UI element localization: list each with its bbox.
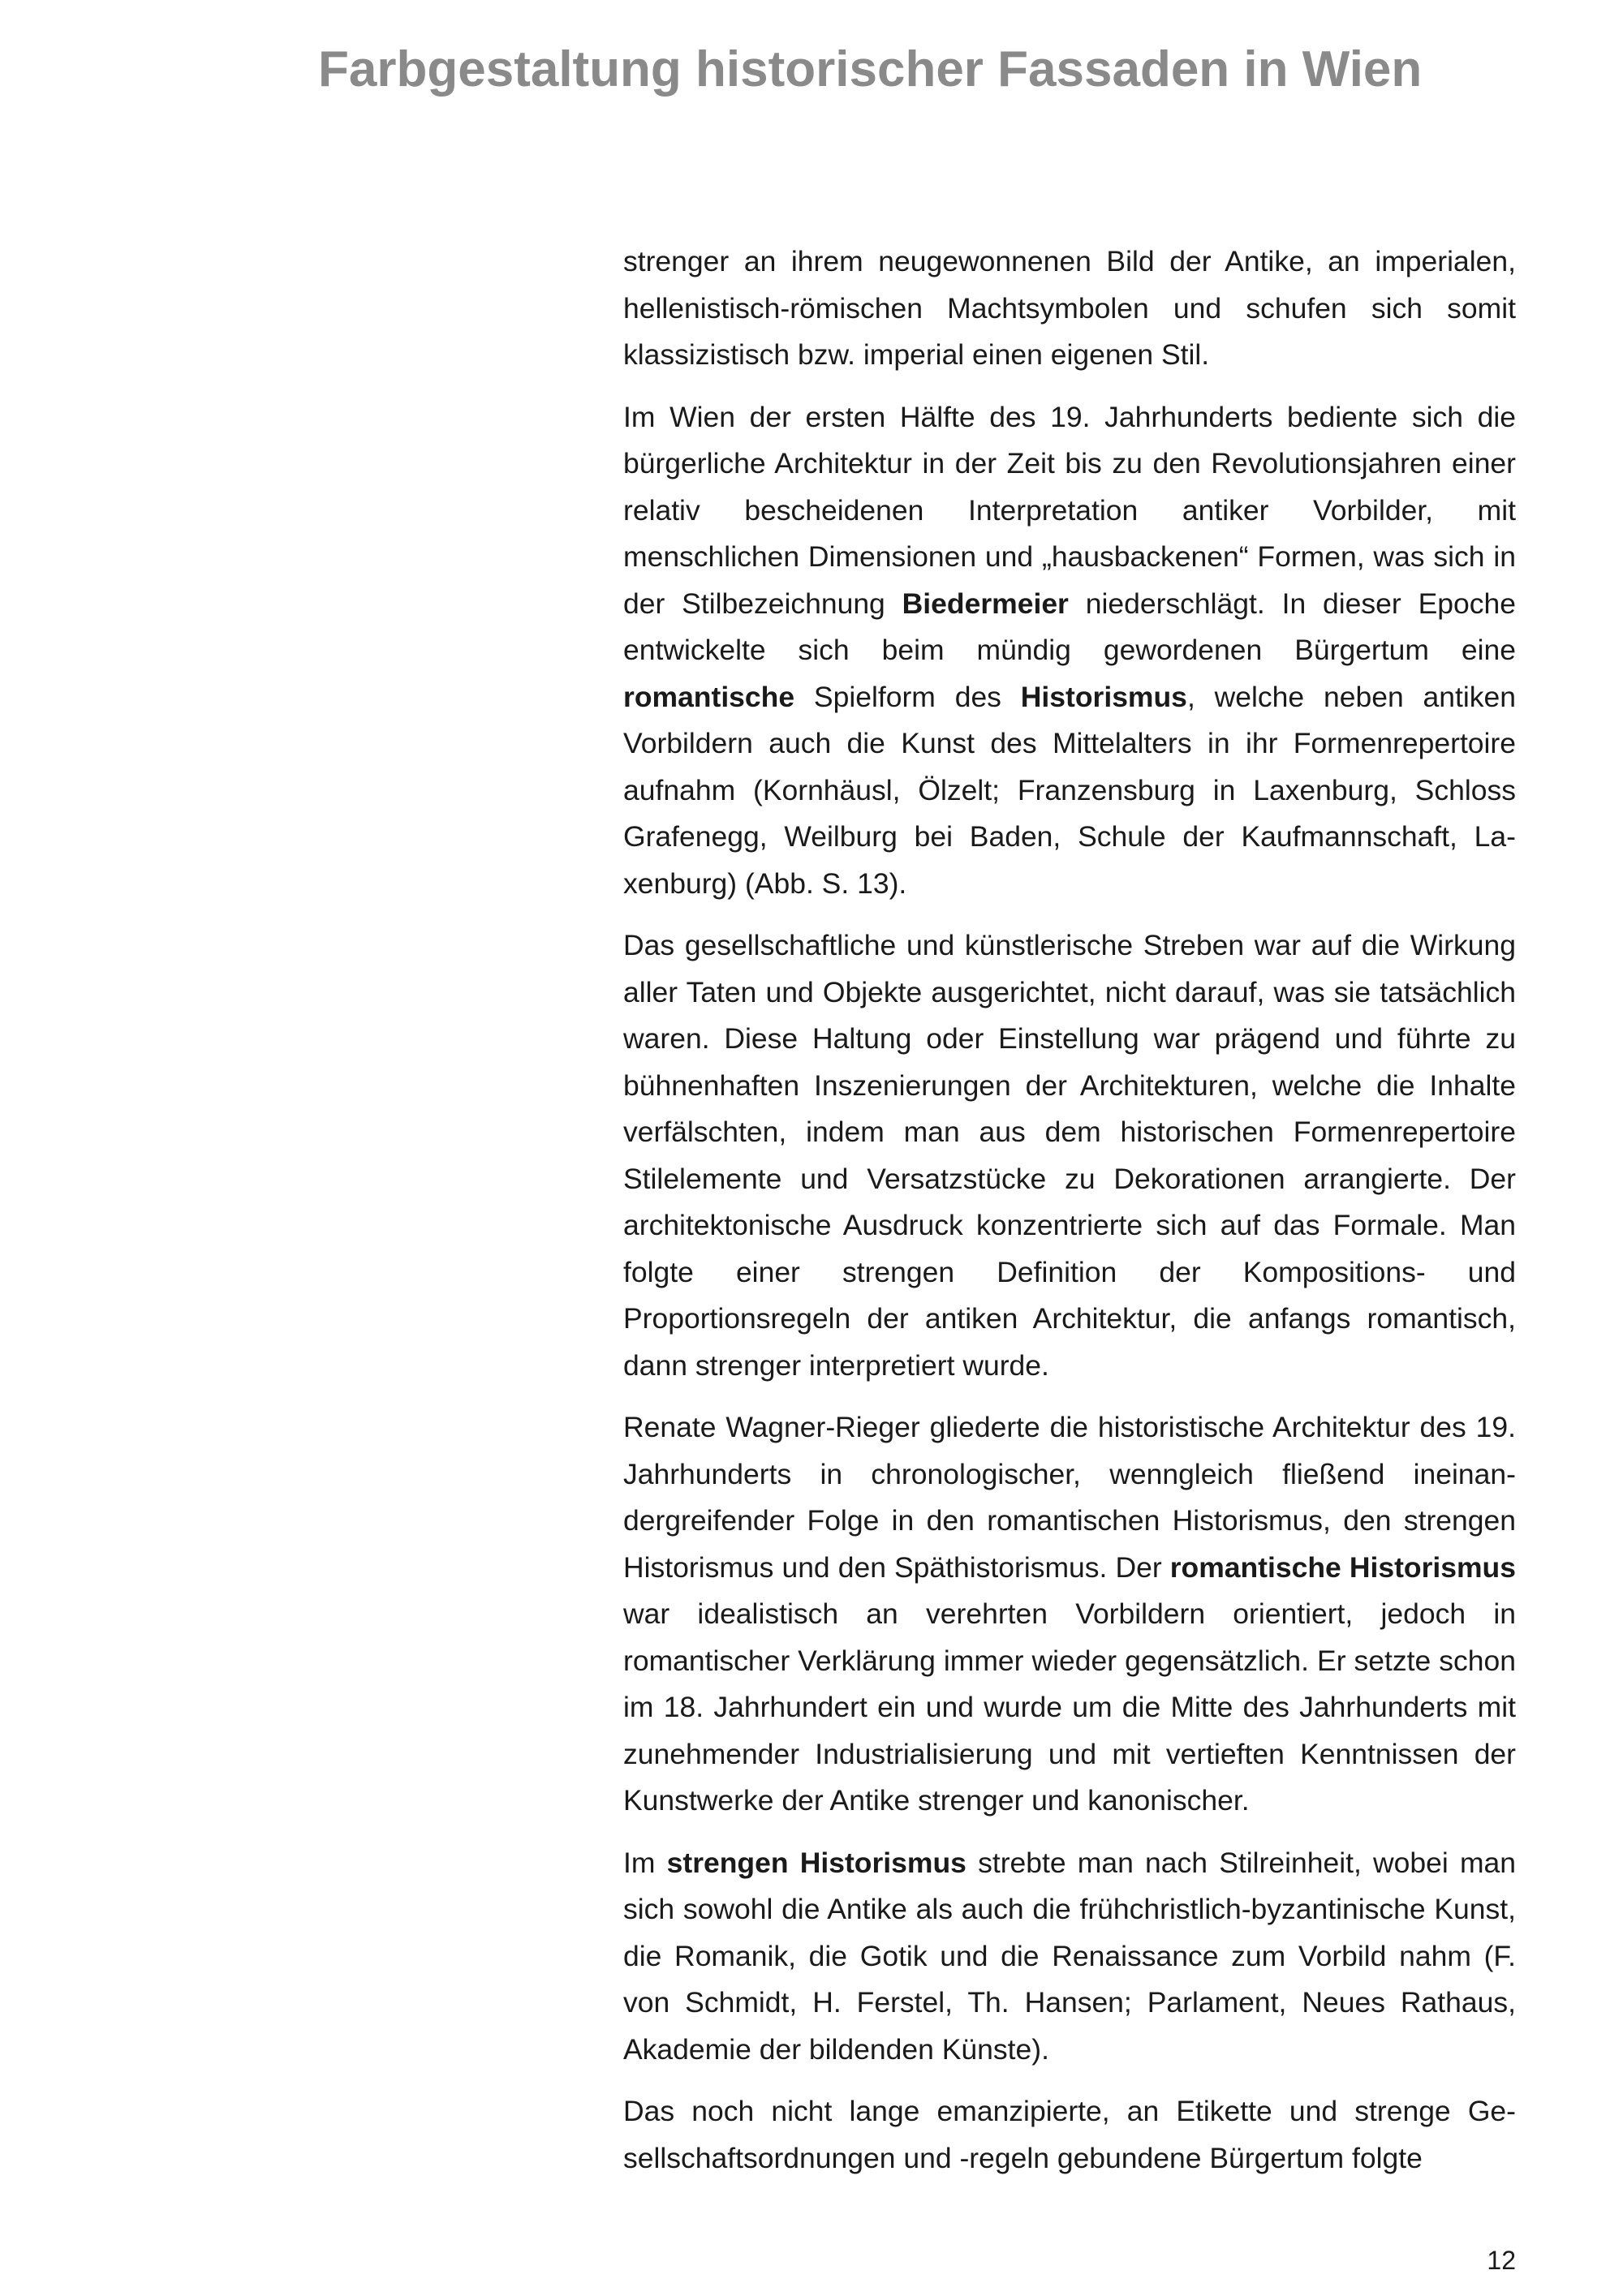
- page-number: 12: [1487, 2246, 1516, 2275]
- paragraph-2: [623, 394, 1516, 908]
- paragraph-4: [623, 1404, 1516, 1825]
- paragraph-2-text-1: Im Wien der ersten Hälfte des 19. Jahrhunderts bediente sich die bürgerliche Architektur in der Zeit bis zu den Revolutionsjahren einer relativ bescheidenen Interpretation antiker Vorbilder, mit menschlichen Dimensionen und „hausbackenen“ Formen, was sich in der Stilbezeichnung: [623, 400, 1516, 620]
- paragraph-1: [623, 239, 1516, 379]
- paragraph-2-text-3: Spielform des: [794, 680, 1021, 713]
- paragraph-6: [623, 2088, 1516, 2182]
- paragraph-4-text-1: Renate Wagner-Rieger gliederte die historistische Architektur des 19. Jahrhunderts in chronologischer, wenngleich fließend ineinandergreifender Folge in den romantischen Historismus, den strengen Historismus und den Späthistorismus. Der: [623, 1411, 1516, 1584]
- term-biedermeier: Biedermeier: [902, 587, 1069, 620]
- paragraph-6-text: Das noch nicht lange emanzipierte, an Etikette und strenge Gesellschaftsordnungen und -regeln gebundene Bürgertum folgte: [623, 2095, 1516, 2174]
- body-text: [623, 239, 1516, 2197]
- paragraph-1-text: strenger an ihrem neugewonnenen Bild der Antike, an imperialen, hellenistisch-römischen Machtsymbolen und schufen sich somit klassizistisch bzw. imperial einen eigenen Stil.: [623, 245, 1516, 371]
- paragraph-3: [623, 922, 1516, 1389]
- term-romantische: romantische: [623, 680, 795, 713]
- paragraph-2-text-2: niederschlägt. In dieser Epoche entwickelte sich beim mündig gewordenen Bürgertum eine: [623, 587, 1516, 666]
- paragraph-5-text-1: Im: [623, 1846, 667, 1879]
- paragraph-5: [623, 1840, 1516, 2074]
- paragraph-5-text-2: strebte man nach Stilreinheit, wobei man sich sowohl die Antike als auch die frühchristlich-byzantinische Kunst, die Romanik, die Gotik und die Renaissance zum Vorbild nahm (F. von Schmidt, H. Ferstel, Th. Hansen; Parlament, Neues Rathaus, Akademie der bildenden Künste).: [623, 1846, 1516, 2066]
- page-header-title: Farbgestaltung historischer Fassaden in Wien: [318, 41, 1423, 97]
- paragraph-3-text: Das gesellschaftliche und künstlerische Streben war auf die Wirkung aller Taten und Objekte ausgerichtet, nicht darauf, was sie tatsächlich waren. Diese Haltung oder Einstellung war prägend und führte zu bühnenhaften Inszenierungen der Architekturen, welche die Inhalte verfälschten, indem man aus dem historischen Formenrepertoire Stilelemente und Versatzstücke zu Dekorationen arrangierte. Der architektonische Ausdruck konzentrierte sich auf das Formale. Man folgte einer strengen Definition der Kompositions- und Proportionsregeln der antiken Architektur, die anfangs romantisch, dann strenger interpretiert wurde.: [623, 929, 1516, 1382]
- paragraph-2-text-4: , welche neben antiken Vorbildern auch die Kunst des Mittelalters in ihr Formenrepertoire aufnahm (Kornhäusl, Ölzelt; Franzensburg in Laxenburg, Schloss Grafenegg, Weilburg bei Baden, Schule der Kaufmannschaft, Laxenburg) (Abb. S. 13).: [623, 680, 1516, 900]
- term-strenger-historismus: strengen Historismus: [666, 1846, 966, 1879]
- term-historismus: Historismus: [1020, 680, 1187, 713]
- paragraph-4-text-2: war idealistisch an verehrten Vorbildern orientiert, jedoch in romantischer Verklärung immer wieder gegensätzlich. Er setzte schon im 18. Jahrhundert ein und wurde um die Mitte des Jahrhunderts mit zunehmender Industrialisierung und mit vertieften Kenntnissen der Kunstwerke der Antike strenger und kanonischer.: [623, 1597, 1516, 1817]
- term-romantischer-historismus: romantische Historismus: [1169, 1550, 1516, 1584]
